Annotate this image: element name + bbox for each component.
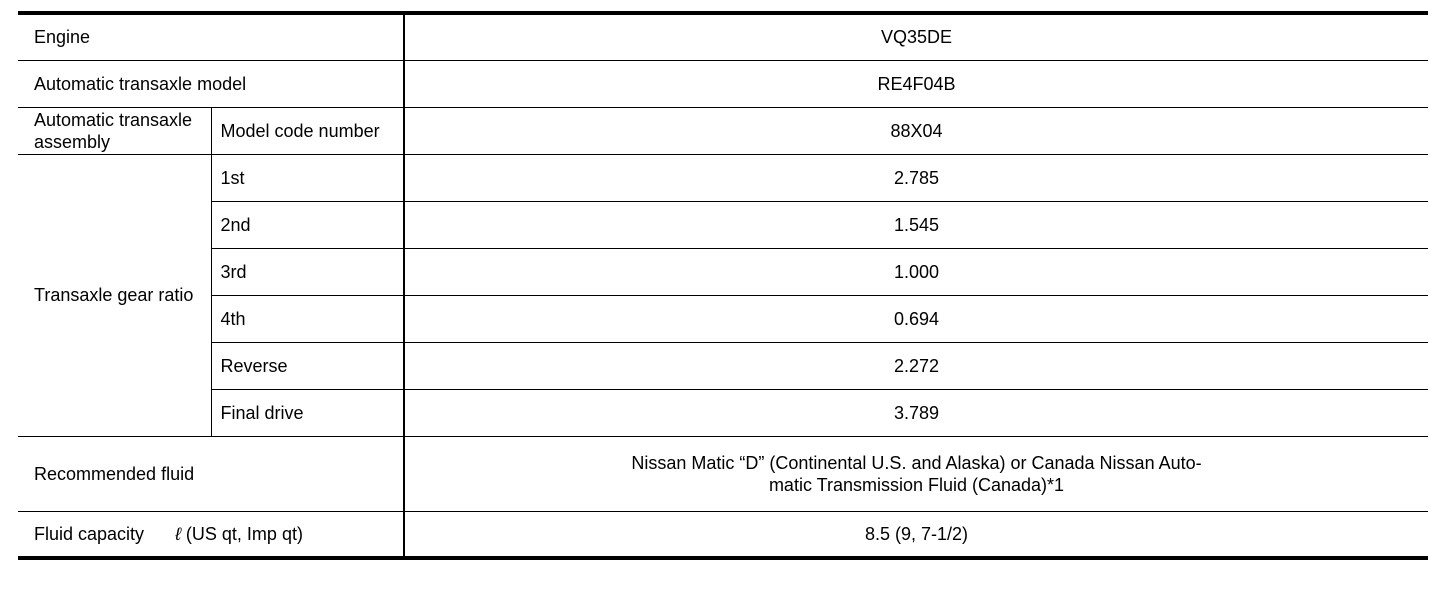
table-row-gear-reverse <box>18 342 1428 389</box>
model-label: Automatic transaxle model <box>18 60 404 107</box>
table-row-final-drive <box>18 389 1428 436</box>
assembly-value: 88X04 <box>404 107 1428 154</box>
table-row-gear-2nd <box>18 201 1428 248</box>
gear-name: 3rd <box>211 248 404 295</box>
gear-name: 2nd <box>211 201 404 248</box>
table-row-gear-3rd <box>18 248 1428 295</box>
assembly-sublabel: Model code number <box>211 107 404 154</box>
gear-name: Reverse <box>211 342 404 389</box>
gear-name: 1st <box>211 154 404 201</box>
table-row-gear-4th <box>18 295 1428 342</box>
fluid-label: Recommended fluid <box>18 436 404 511</box>
gear-ratio-value: 0.694 <box>404 295 1428 342</box>
gear-name: Final drive <box>211 389 404 436</box>
gear-ratio-value: 1.545 <box>404 201 1428 248</box>
capacity-label-cell <box>18 511 404 558</box>
specification-table <box>18 11 1428 560</box>
table-row-model <box>18 60 1428 107</box>
liter-symbol: ℓ <box>175 523 181 544</box>
model-value: RE4F04B <box>404 60 1428 107</box>
gear-ratio-value: 2.272 <box>404 342 1428 389</box>
engine-value: VQ35DE <box>404 13 1428 60</box>
table-row-engine <box>18 13 1428 60</box>
capacity-value: 8.5 (9, 7-1/2) <box>404 511 1428 558</box>
table-row-gear-1st <box>18 154 1428 201</box>
table-row-assembly <box>18 107 1428 154</box>
capacity-unit: (US qt, Imp qt) <box>185 523 303 544</box>
capacity-label: Fluid capacity <box>34 523 145 544</box>
gear-ratio-value: 2.785 <box>404 154 1428 201</box>
gear-ratio-value: 1.000 <box>404 248 1428 295</box>
gear-ratio-value: 3.789 <box>404 389 1428 436</box>
engine-label: Engine <box>18 13 404 60</box>
assembly-label: Automatic transaxle assembly <box>18 107 211 154</box>
table-row-capacity <box>18 511 1428 558</box>
fluid-value-line1: Nissan Matic “D” (Continental U.S. and Alaska) or Canada Nissan Auto- <box>631 452 1202 473</box>
gear-name: 4th <box>211 295 404 342</box>
fluid-value <box>404 436 1428 511</box>
fluid-value-line2: matic Transmission Fluid (Canada)*1 <box>768 474 1065 495</box>
gear-ratio-label: Transaxle gear ratio <box>18 154 211 436</box>
table-row-fluid <box>18 436 1428 511</box>
